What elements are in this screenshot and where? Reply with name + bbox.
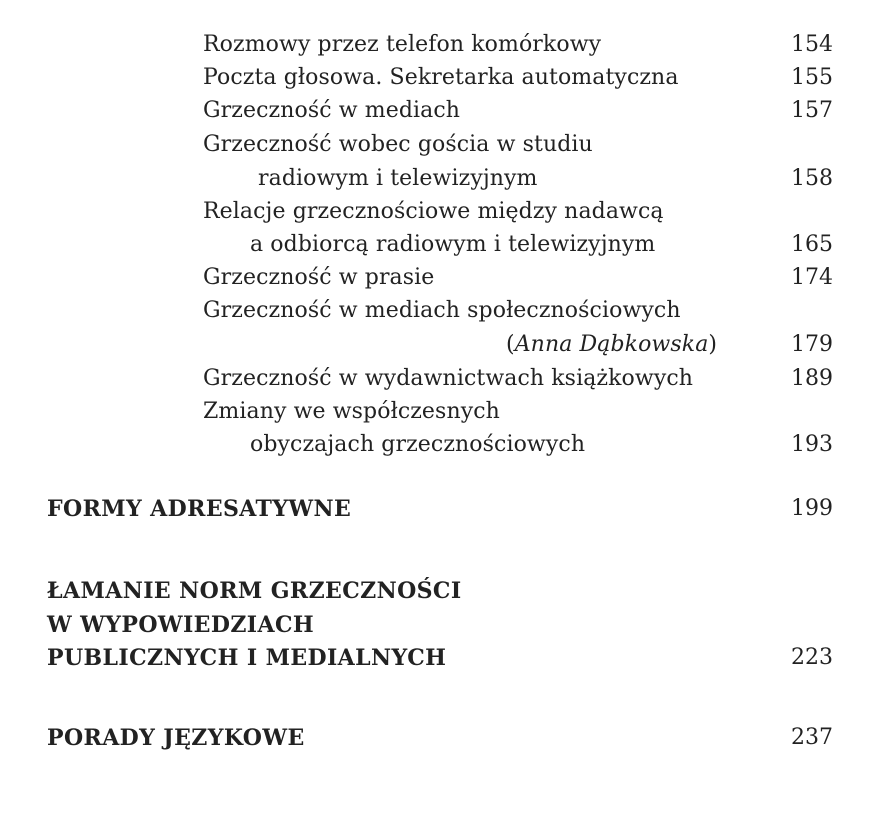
toc-section-page: 199 (791, 496, 833, 521)
toc-entry-title: Grzeczność w mediach społecznościowych (203, 298, 681, 323)
toc-entry-title: Grzeczność w wydawnictwach książkowych (203, 366, 694, 391)
toc-entry-page: 189 (791, 366, 833, 391)
toc-entry-title: Zmiany we współczesnych (203, 399, 500, 424)
author-paren-close: ) (708, 332, 718, 357)
toc-entry-author (506, 332, 717, 358)
toc-entry-page: 158 (791, 166, 833, 191)
toc-entry-page: 165 (791, 232, 833, 257)
toc-section-heading: ŁAMANIE NORM GRZECZNOŚCI (47, 578, 462, 604)
toc-entry-title: Grzeczność w prasie (203, 265, 435, 290)
toc-section-page: 223 (791, 645, 833, 670)
toc-entry-title-continuation: a odbiorcą radiowym i telewizyjnym (250, 232, 656, 257)
toc-entry-title: Grzeczność w mediach (203, 98, 461, 123)
toc-entry-title-continuation: radiowym i telewizyjnym (258, 166, 538, 191)
toc-entry-title: Rozmowy przez telefon komórkowy (203, 32, 602, 57)
toc-entry-page: 157 (791, 98, 833, 123)
toc-entry-page: 174 (791, 265, 833, 290)
author-name: Anna Dąbkowska (514, 332, 709, 357)
toc-section-page: 237 (791, 725, 833, 750)
toc-section-heading: PORADY JĘZYKOWE (47, 725, 305, 751)
toc-entry-title: Poczta głosowa. Sekretarka automatyczna (203, 65, 679, 90)
author-paren-open: ( (506, 332, 515, 357)
toc-entry-title: Grzeczność wobec gościa w studiu (203, 132, 593, 157)
toc-entry-page: 193 (791, 432, 833, 457)
toc-entry-page: 179 (791, 332, 833, 357)
toc-entry-title-continuation: obyczajach grzecznościowych (250, 432, 586, 457)
toc-section-heading: FORMY ADRESATYWNE (47, 496, 352, 522)
toc-entry-title: Relacje grzecznościowe między nadawcą (203, 199, 664, 224)
toc-entry-page: 154 (791, 32, 833, 57)
toc-entry-page: 155 (791, 65, 833, 90)
toc-section-heading-continuation: PUBLICZNYCH I MEDIALNYCH (47, 645, 447, 671)
toc-section-heading-continuation: W WYPOWIEDZIACH (47, 612, 315, 638)
